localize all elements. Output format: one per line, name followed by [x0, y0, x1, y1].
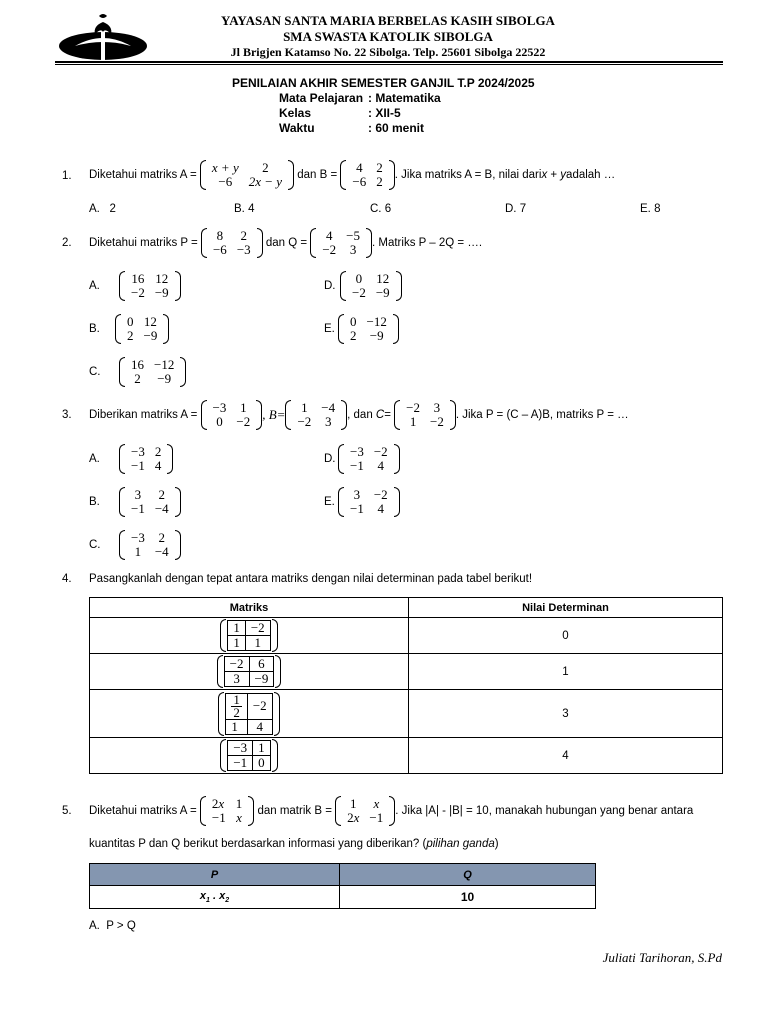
column-header: Matriks [90, 598, 409, 618]
school-name: SMA SWASTA KATOLIK SIBOLGA [283, 29, 493, 44]
option-d[interactable]: D. 7 [505, 203, 527, 215]
matrix: 4 2 −6 2 [340, 160, 394, 190]
fraction: $\frac{1}{2}$ [233, 691, 240, 720]
option-b[interactable]: B. 0 12 2 −9 [89, 313, 169, 345]
determinant-table [89, 597, 723, 774]
matrix: −3 2 −1 4 [119, 444, 173, 474]
question-number: 3. [62, 409, 72, 421]
determinant-value[interactable]: 3 [409, 690, 723, 738]
option-d[interactable]: D. 0 12 −2 −9 [324, 270, 402, 302]
author-signature: Juliati Tarihoran, S.Pd [602, 950, 722, 965]
matrix: x + y 2 −6 2x − y [200, 160, 294, 190]
question-2: Diketahui matriks P = 8 2 −6 −3 dan Q = 4 −5 −2 3 . Matriks P – 2Q = …. [89, 228, 483, 257]
column-header: Nilai Determinan [409, 598, 723, 618]
matrix: 1 x 2x −1 [335, 796, 395, 826]
header-rule-thin [55, 64, 723, 65]
cell-q: 10 [340, 886, 596, 909]
option-c[interactable]: C. −3 2 1 −4 [89, 529, 181, 561]
matrix: −3 −2 −1 4 [338, 444, 400, 474]
option-b[interactable]: B. 3 2 −1 −4 [89, 486, 181, 518]
question-3: Diberikan matriks A = −3 1 0 −2 , B= 1 −4 −2 3 , dan C = −2 3 1 −2 . Jika P = (C – A)B, matriks P = … [89, 400, 629, 429]
school-address: Jl Brigjen Katamso No. 22 Sibolga. Telp. 25601 Sibolga 22522 [230, 45, 546, 59]
class-label: Kelas [279, 106, 312, 120]
matrix: 4 −5 −2 3 [310, 228, 372, 258]
matrix: 3 −2 −1 4 [338, 487, 400, 517]
question-5: Diketahui matriks A = 2x 1 −1 x dan matrik B = 1 x 2x −1 . Jika |A| - |B| = 10, manakah hubungan yang benar antara [89, 796, 694, 825]
time-label: Waktu [279, 121, 315, 135]
option-a[interactable]: A. 16 12 −2 −9 [89, 270, 181, 302]
matrix: 16 −12 2 −9 [119, 357, 186, 387]
matrix: −2 3 1 −2 [394, 400, 456, 430]
matrix: $\frac{1}{2}$ −2 1 4 [218, 692, 279, 736]
matrix: 3 2 −1 −4 [119, 487, 181, 517]
question-number: 1. [62, 170, 72, 182]
option-e[interactable]: E. 0 −12 2 −9 [324, 313, 399, 345]
matrix: 1 −2 1 1 [220, 619, 277, 652]
determinant-value[interactable]: 0 [409, 618, 723, 654]
class-value: : XII-5 [368, 106, 401, 120]
determinant-value[interactable]: 4 [409, 738, 723, 774]
question-number: 4. [62, 573, 72, 585]
question-number: 2. [62, 237, 72, 249]
matrix: 16 12 −2 −9 [119, 271, 181, 301]
matrix: 0 12 2 −9 [115, 314, 169, 344]
matrix: 8 2 −6 −3 [201, 228, 263, 258]
option-a[interactable]: A. P > Q [89, 920, 136, 932]
column-header-q: Q [340, 864, 596, 886]
time-value: : 60 menit [368, 121, 425, 135]
table-row [90, 654, 723, 690]
school-logo-icon [57, 12, 149, 62]
header-rule [55, 61, 723, 63]
option-a[interactable]: A. 2 [89, 203, 116, 215]
determinant-value[interactable]: 1 [409, 654, 723, 690]
matrix: 0 −12 2 −9 [338, 314, 399, 344]
option-e[interactable]: E. 8 [640, 203, 661, 215]
matrix: −2 6 3 −9 [217, 655, 282, 688]
question-4-text: Pasangkanlah dengan tepat antara matriks dengan nilai determinan pada tabel berikut! [89, 573, 533, 585]
question-number: 5. [62, 805, 72, 817]
matrix: 0 12 −2 −9 [340, 271, 402, 301]
exam-title: PENILAIAN AKHIR SEMESTER GANJIL T.P 2024/2025 [232, 76, 535, 90]
question-1: Diketahui matriks A = x + y 2 −6 2x − y dan B = 4 2 −6 2 . Jika matriks A = B, nilai dari x + y adalah … [89, 160, 616, 189]
option-c[interactable]: C. 6 [370, 203, 392, 215]
foundation-name: YAYASAN SANTA MARIA BERBELAS KASIH SIBOLGA [221, 13, 555, 28]
column-header-p: P [90, 864, 340, 886]
table-row [90, 690, 723, 738]
option-b[interactable]: B. 4 [234, 203, 255, 215]
subject-label: Mata Pelajaran [279, 91, 364, 105]
cell-p: $x_1$ . $x_2$ [90, 886, 340, 909]
table-row [90, 618, 723, 654]
table-row [90, 886, 596, 909]
table-row [90, 738, 723, 774]
option-c[interactable]: C. 16 −12 2 −9 [89, 356, 186, 388]
matrix: −3 2 1 −4 [119, 530, 181, 560]
question-5-line2: kuantitas P dan Q berikut berdasarkan informasi yang diberikan? (pilihan ganda) [89, 838, 499, 850]
subject-value: : Matematika [368, 91, 441, 105]
matrix: −3 1 −1 0 [220, 739, 277, 772]
option-d[interactable]: D. −3 −2 −1 4 [324, 443, 400, 475]
matrix: 1 −4 −2 3 [285, 400, 347, 430]
matrix: 2x 1 −1 x [200, 796, 254, 826]
option-a[interactable]: A. −3 2 −1 4 [89, 443, 173, 475]
option-e[interactable]: E. 3 −2 −1 4 [324, 486, 400, 518]
quantity-table [89, 863, 596, 909]
matrix: −3 1 0 −2 [201, 400, 263, 430]
